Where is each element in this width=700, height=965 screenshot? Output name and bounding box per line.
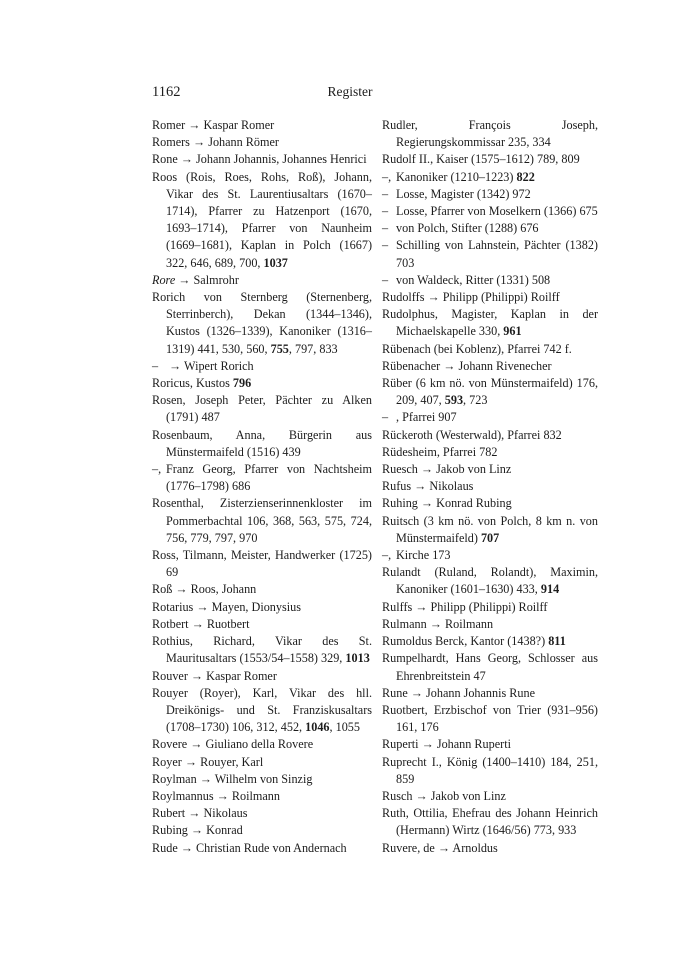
entry-page-ref: 811 (548, 634, 566, 649)
index-entry (382, 788, 598, 805)
index-entry (152, 754, 372, 771)
entry-text: Rovere → Giuliano della Rovere (152, 737, 314, 752)
entry-text: Roylmannus → Roilmann (152, 788, 280, 803)
entry-text: Rudolffs → Philipp (Philippi) Roilff (382, 290, 560, 305)
entry-dash: – (382, 272, 389, 287)
entry-text: Ruesch → Jakob von Linz (382, 462, 512, 477)
entry-text: Ruvere, de → Arnoldus (382, 840, 498, 855)
page-number: 1162 (152, 84, 181, 100)
index-entry (382, 117, 598, 151)
index-entry (152, 668, 372, 685)
entry-text: Ruotbert, Erzbischof von Trier (931–956) 161, 176 (382, 702, 598, 735)
entry-text: Rübenacher → Johann Rivenecher (382, 358, 552, 373)
entry-text: Rumoldus Berck, Kantor (1438?) (382, 634, 549, 649)
entry-text: Rulffs → Philipp (Philippi) Roilff (382, 599, 548, 614)
entry-dash: –, (152, 462, 162, 477)
entry-text: von Polch, Stifter (1288) 676 (396, 221, 539, 236)
entry-dash: – (382, 204, 389, 219)
entry-text: Rouver → Kaspar Romer (152, 668, 277, 683)
index-entry (382, 754, 598, 788)
index-entry (382, 599, 598, 616)
entry-text: Rore (152, 272, 176, 287)
entry-text: Rubert → Nikolaus (152, 806, 248, 821)
index-entry (152, 788, 372, 805)
entry-text: Roß → Roos, Johann (152, 582, 257, 597)
index-entry (152, 117, 372, 134)
entry-text: Rusch → Jakob von Linz (382, 788, 506, 803)
index-entry (152, 134, 372, 151)
index-entry (152, 736, 372, 753)
entry-text: Rudolphus, Magister, Kaplan in der Michaelskapelle 330, (382, 307, 598, 339)
entry-text: Kirche 173 (396, 548, 451, 563)
index-entry (382, 169, 598, 186)
entry-page-ref: 914 (540, 582, 560, 597)
index-entry (382, 427, 598, 444)
index-entry (382, 736, 598, 753)
entry-text: Rorich von Sternberg (Sternenberg, Sterrinberch), Dekan (1344–1346), Kustos (1326–1339), Kanoniker (1316–1319) 441, 530, 560, (152, 290, 372, 356)
index-entry (382, 203, 598, 220)
index-entry (152, 461, 372, 495)
index-entry (152, 495, 372, 547)
entry-text: Rotarius → Mayen, Dionysius (152, 599, 301, 614)
index-entry (382, 186, 598, 203)
index-entry (152, 685, 372, 737)
index-entry (152, 616, 372, 633)
entry-text: Royer → Rouyer, Karl (152, 754, 264, 769)
entry-text: Rone → Johann Johannis, Johannes Henrici (152, 152, 367, 167)
entry-text: Ruth, Ottilia, Ehefrau des Johann Heinrich (Hermann) Wirtz (1646/56) 773, 933 (382, 806, 598, 838)
entry-text: Ruprecht I., König (1400–1410) 184, 251, 859 (382, 754, 598, 786)
entry-dash: – (382, 410, 389, 425)
index-entry (152, 289, 372, 358)
entry-text: → Salmrohr (175, 272, 239, 287)
entry-text: Ruperti → Johann Ruperti (382, 737, 511, 752)
index-entry (152, 358, 372, 375)
index-entry (382, 272, 598, 289)
entry-text: Romer → Kaspar Romer (152, 118, 275, 132)
entry-text: Losse, Pfarrer von Moselkern (1366) 675 (396, 204, 598, 219)
index-entry (382, 237, 598, 271)
entry-page-ref: 1046 (305, 720, 330, 735)
index-entry (382, 685, 598, 702)
entry-page-ref: 593 (444, 393, 464, 408)
index-column-right (382, 117, 598, 857)
entry-page-ref: 1013 (345, 651, 370, 666)
entry-text: , Pfarrei 907 (396, 410, 457, 425)
entry-text: von Waldeck, Ritter (1331) 508 (396, 272, 551, 287)
index-entry (382, 289, 598, 306)
index-entry (382, 633, 598, 650)
index-column-left (152, 117, 372, 857)
entry-dash: –, (382, 548, 392, 563)
entry-text: Rune → Johann Johannis Rune (382, 685, 536, 700)
index-entry (152, 375, 372, 392)
entry-dash: –, (382, 169, 392, 184)
entry-text: Rüdesheim, Pfarrei 782 (382, 444, 498, 459)
entry-page-ref: 707 (480, 530, 500, 545)
entry-text: Rückeroth (Westerwald), Pfarrei 832 (382, 427, 562, 442)
index-entry (152, 392, 372, 426)
index-entry (152, 272, 372, 289)
entry-text: Franz Georg, Pfarrer von Nachtsheim (1776–1798) 686 (166, 462, 372, 494)
entry-text: , 797, 833 (288, 341, 338, 356)
entry-text: Roos (Rois, Roes, Rohs, Roß), Johann, Vikar des St. Laurentiusaltars (1670–1714), Pfarrer zu Hatzenport (1670, 1693–1714), Pfarrer von Naunheim (1669–1681), Kaplan in Polch (1667) 322, 646, 689, 700, (152, 169, 372, 270)
entry-text: Rubing → Konrad (152, 823, 243, 838)
entry-text: Rumpelhardt, Hans Georg, Schlosser aus Ehrenbreitstein 47 (382, 651, 598, 683)
entry-text: Ruitsch (3 km nö. von Polch, 8 km n. von Münstermaifeld) (382, 513, 598, 545)
index-entry (382, 513, 598, 547)
index-entry (382, 444, 598, 461)
entry-text: Rude → Christian Rude von Andernach (152, 840, 347, 855)
entry-text: Rübenach (bei Koblenz), Pfarrei 742 f. (382, 341, 572, 356)
index-entry (382, 616, 598, 633)
index-entry (382, 461, 598, 478)
index-entry (152, 771, 372, 788)
entry-page-ref: 961 (503, 324, 522, 339)
index-entry (382, 358, 598, 375)
entry-text: Rouyer (Royer), Karl, Vikar des hll. Dreikönigs- und St. Franziskusaltars (1708–1730) 106, 312, 452, (152, 685, 372, 735)
index-entry (152, 151, 372, 168)
index-entry (152, 169, 372, 272)
entry-text: Losse, Magister (1342) 972 (396, 186, 531, 201)
index-entry (382, 650, 598, 684)
entry-text: Rothius, Richard, Vikar des St. Mauritusaltars (1553/54–1558) 329, (152, 634, 372, 666)
entry-text: Rosenthal, Zisterzienserinnenkloster im Pommerbachtal 106, 368, 563, 575, 724, 756, 779, 797, 970 (152, 496, 372, 545)
index-entry (382, 547, 598, 564)
index-entry (152, 547, 372, 581)
index-entry (382, 409, 598, 426)
entry-text: Romers → Johann Römer (152, 135, 279, 150)
index-entry (382, 564, 598, 598)
entry-text: Rüber (6 km nö. von Münstermaifeld) 176, 209, 407, (382, 376, 598, 408)
entry-page-ref: 1037 (263, 255, 288, 270)
entry-text: Rulandt (Ruland, Rolandt), Maximin, Kanoniker (1601–1630) 433, (382, 565, 598, 597)
index-entry (382, 306, 598, 340)
entry-text: → Wipert Rorich (166, 358, 254, 373)
index-entry (382, 220, 598, 237)
index-entry (152, 822, 372, 839)
entry-text: Rudler, François Joseph, Regierungskommissar 235, 334 (382, 118, 598, 150)
index-entry (382, 341, 598, 358)
entry-text: Kanoniker (1210–1223) (396, 169, 517, 184)
entry-dash: – (152, 358, 159, 373)
entry-text: Ruhing → Konrad Rubing (382, 496, 512, 511)
entry-text: Rudolf II., Kaiser (1575–1612) 789, 809 (382, 152, 580, 167)
index-entry (152, 633, 372, 667)
entry-dash: – (382, 238, 389, 253)
entry-text: , 1055 (329, 720, 360, 735)
index-entry (152, 599, 372, 616)
index-entry (382, 702, 598, 736)
index-entry (382, 375, 598, 409)
entry-text: Rotbert → Ruotbert (152, 616, 250, 631)
index-entry (152, 805, 372, 822)
index-entry (152, 427, 372, 461)
index-entry (382, 478, 598, 495)
entry-text: Rufus → Nikolaus (382, 479, 474, 494)
index-entry (382, 495, 598, 512)
index-entry (152, 840, 372, 857)
entry-text: Ross, Tilmann, Meister, Handwerker (1725) 69 (152, 548, 372, 580)
entry-dash: – (382, 221, 389, 236)
index-entry (152, 581, 372, 598)
entry-text: , 723 (463, 393, 488, 408)
entry-text: Schilling von Lahnstein, Pächter (1382) 703 (396, 238, 598, 270)
entry-dash: – (382, 186, 389, 201)
entry-page-ref: 755 (270, 341, 289, 356)
entry-text: Rulmann → Roilmann (382, 616, 494, 631)
entry-text: Rosenbaum, Anna, Bürgerin aus Münstermaifeld (1516) 439 (152, 427, 372, 459)
entry-page-ref: 822 (516, 169, 535, 184)
index-entry (382, 840, 598, 857)
index-entry (382, 805, 598, 839)
entry-text: Roylman → Wilhelm von Sinzig (152, 771, 313, 786)
entry-page-ref: 796 (232, 376, 252, 391)
entry-text: Roricus, Kustos (152, 376, 233, 391)
entry-text: Rosen, Joseph Peter, Pächter zu Alken (1791) 487 (152, 393, 372, 425)
running-head: Register (327, 84, 373, 99)
index-entry (382, 151, 598, 168)
